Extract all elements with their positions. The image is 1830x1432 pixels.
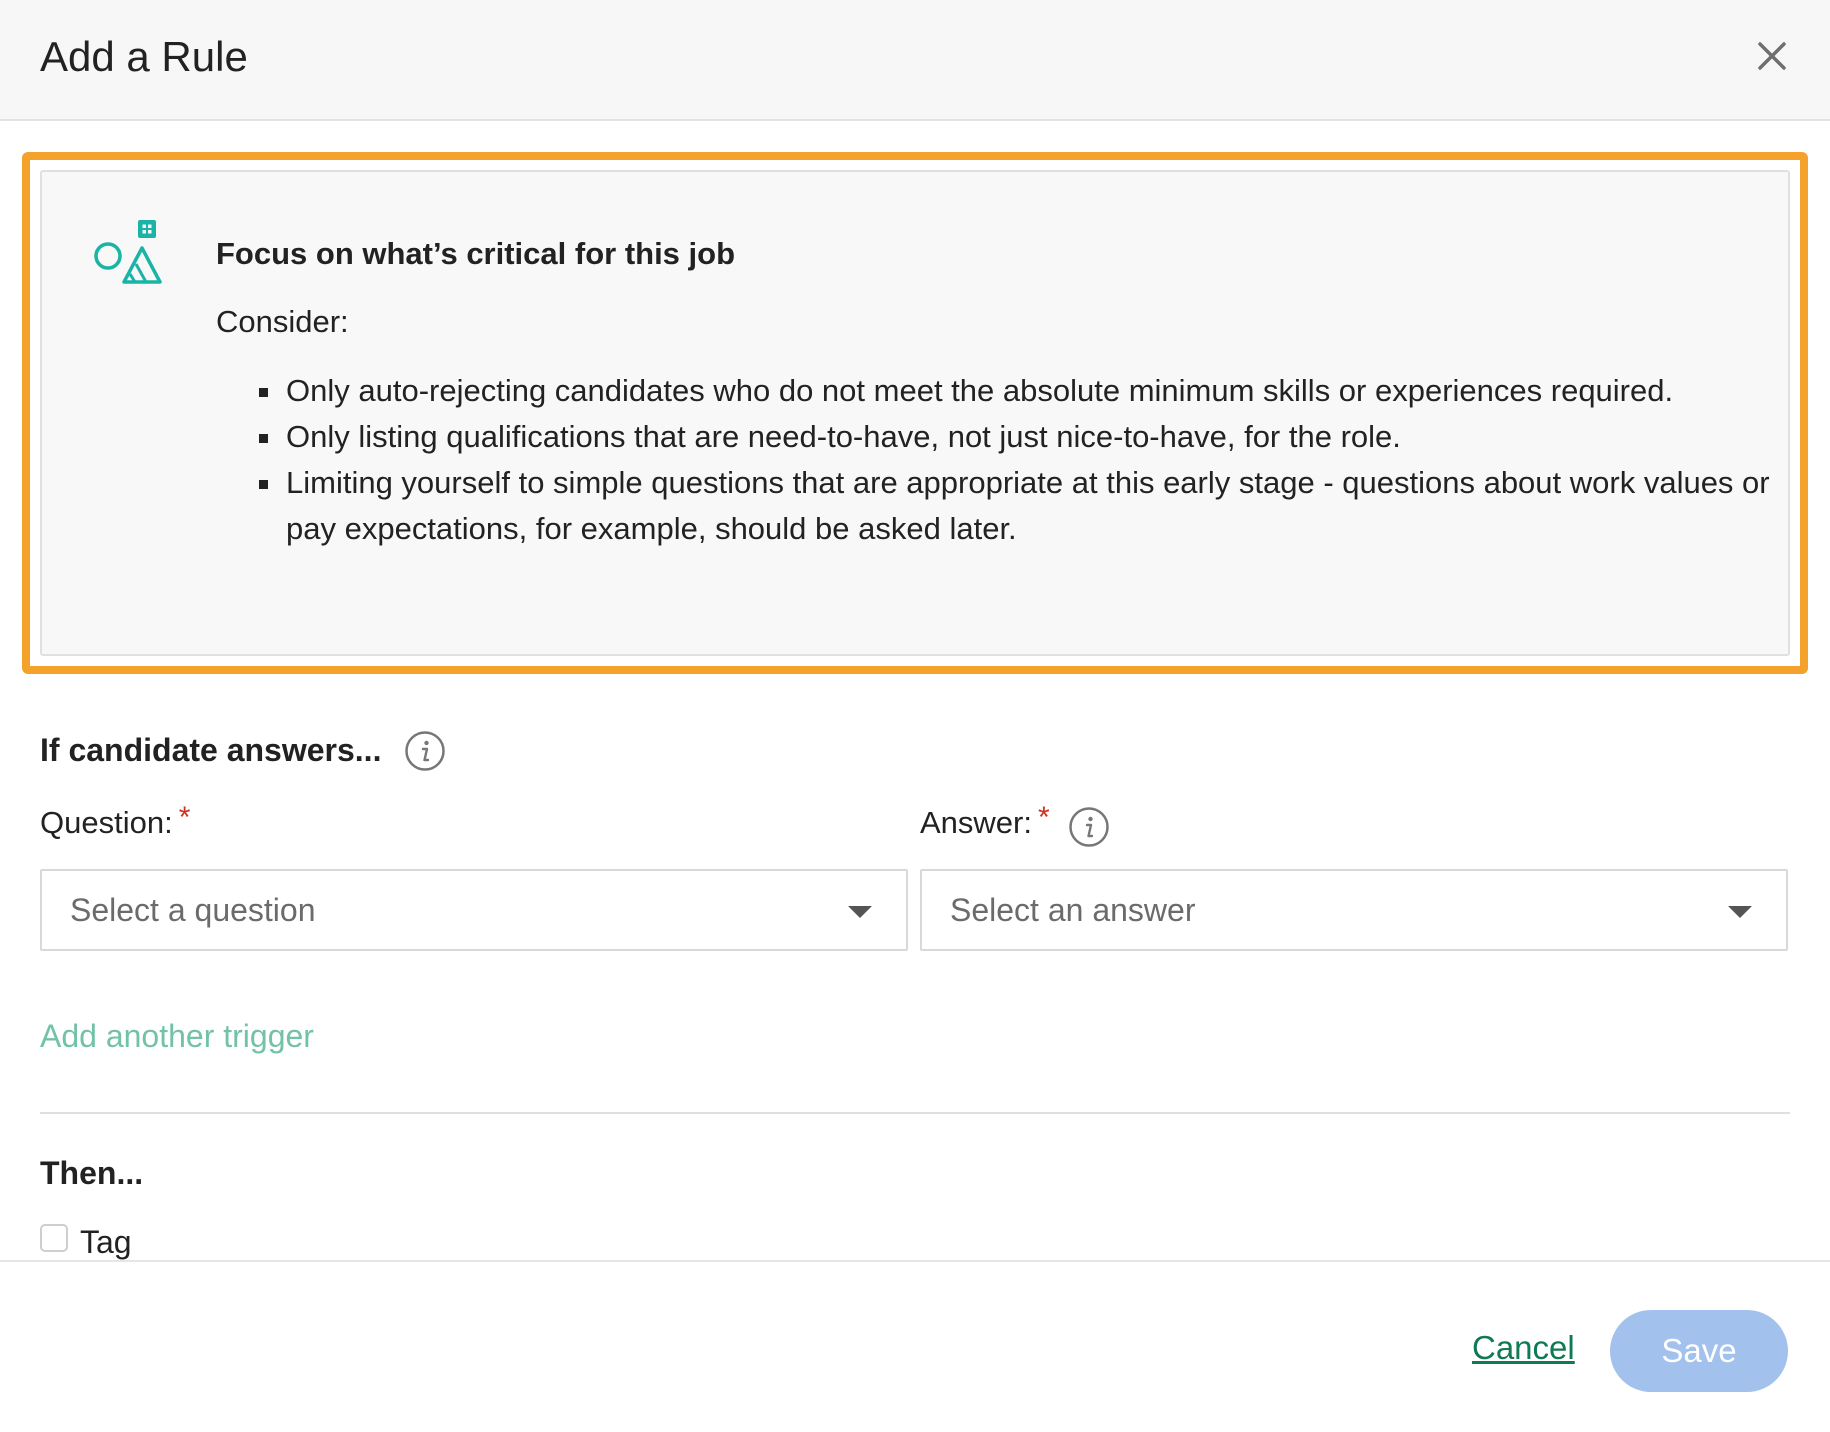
- answer-label-text: Answer:: [920, 805, 1032, 840]
- info-icon[interactable]: [404, 730, 446, 772]
- tag-checkbox[interactable]: [40, 1224, 68, 1252]
- tip-list: [216, 368, 1784, 552]
- question-label-text: Question:: [40, 805, 173, 840]
- tag-checkbox-label[interactable]: Tag: [80, 1224, 132, 1260]
- modal-footer: [0, 1260, 1830, 1432]
- tip-list-item: ▪ Limiting yourself to simple questions that are appropriate at this early stage - questions about work values or pay expectations, for example, should be asked later.: [284, 460, 1784, 552]
- question-select-placeholder: Select a question: [70, 892, 316, 928]
- info-icon[interactable]: [1068, 806, 1110, 848]
- section-divider: [40, 1112, 1790, 1114]
- save-button[interactable]: Save: [1610, 1310, 1788, 1392]
- cancel-link[interactable]: Cancel: [1472, 1329, 1575, 1366]
- required-mark: *: [178, 801, 191, 834]
- tip-list-item: ▪ Only auto-rejecting candidates who do not meet the absolute minimum skills or experiences required.: [284, 368, 1784, 414]
- chevron-down-icon: [848, 906, 872, 918]
- shapes-icon: [94, 216, 168, 290]
- modal-header: [0, 0, 1830, 121]
- close-icon[interactable]: [1752, 36, 1792, 76]
- answer-select[interactable]: [920, 869, 1788, 951]
- add-another-trigger-link[interactable]: Add another trigger: [40, 1018, 314, 1054]
- trigger-heading: If candidate answers...: [40, 732, 382, 768]
- tip-list-item: ▪ Only listing qualifications that are need-to-have, not just nice-to-have, for the role.: [284, 414, 1784, 460]
- question-label: [40, 803, 190, 844]
- tip-title: Focus on what’s critical for this job: [216, 236, 736, 271]
- tip-consider-label: Consider:: [216, 304, 349, 339]
- question-select[interactable]: [40, 869, 908, 951]
- required-mark: *: [1037, 801, 1050, 834]
- answer-select-placeholder: Select an answer: [950, 892, 1196, 928]
- modal-title: Add a Rule: [40, 33, 248, 80]
- answer-label: [920, 803, 1050, 844]
- chevron-down-icon: [1728, 906, 1752, 918]
- tip-card: [40, 170, 1790, 656]
- then-heading: Then...: [40, 1155, 144, 1191]
